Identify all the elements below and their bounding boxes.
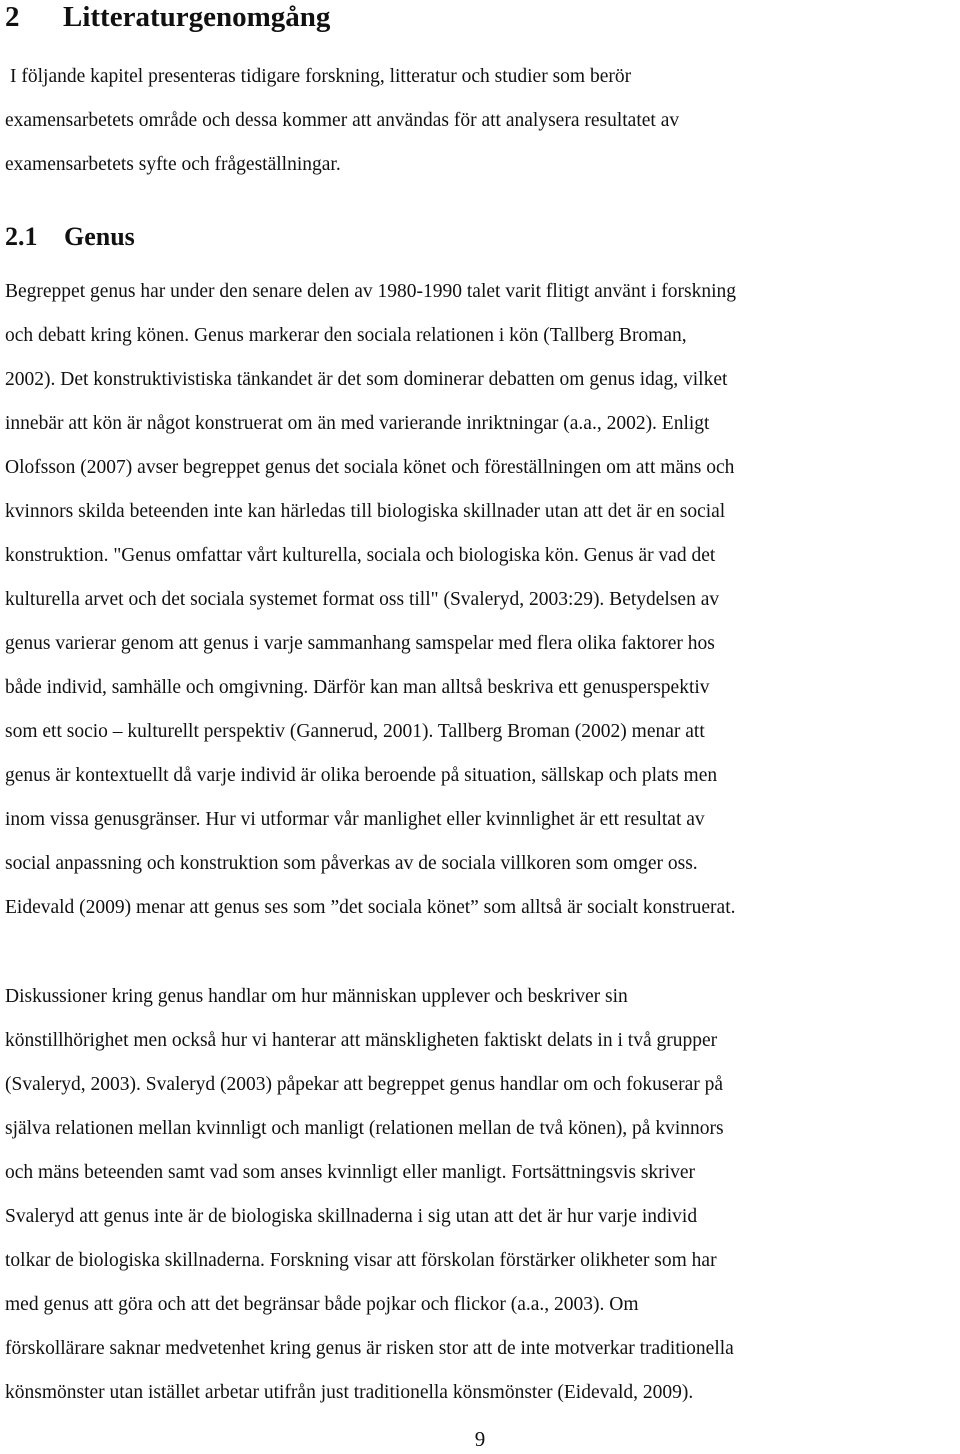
paragraph-line: med genus att göra och att det begränsar både pojkar och flickor (a.a., 2003). Om	[5, 1294, 639, 1315]
section-heading	[5, 222, 135, 252]
paragraph-line: I följande kapitel presenteras tidigare forskning, litteratur och studier som berör	[10, 66, 632, 87]
paragraph-line: tolkar de biologiska skillnaderna. Forskning visar att förskolan förstärker olikheter som har	[5, 1250, 717, 1271]
paragraph-line: och mäns beteenden samt vad som anses kvinnligt eller manligt. Fortsättningsvis skriver	[5, 1162, 695, 1183]
paragraph-line: Diskussioner kring genus handlar om hur människan upplever och beskriver sin	[5, 986, 628, 1007]
paragraph-line: inom vissa genusgränser. Hur vi utformar vår manlighet eller kvinnlighet är ett resultat av	[5, 809, 705, 830]
chapter-number: 2	[5, 1, 20, 33]
paragraph-line: kvinnors skilda beteenden inte kan härledas till biologiska skillnader utan att det är en social	[5, 501, 726, 522]
genus-paragraph	[5, 270, 960, 930]
intro-paragraph	[5, 55, 960, 187]
section-title: Genus	[64, 222, 135, 251]
paragraph-line: Eidevald (2009) menar att genus ses som ”det sociala könet” som alltså är socialt konstruerat.	[5, 897, 736, 918]
paragraph-line: kulturella arvet och det sociala systemet format oss till" (Svaleryd, 2003:29). Betydelsen av	[5, 589, 720, 610]
paragraph-line: innebär att kön är något konstruerat om än med varierande inriktningar (a.a., 2002). Enligt	[5, 413, 710, 434]
paragraph-line: förskollärare saknar medvetenhet kring genus är risken stor att de inte motverkar traditionella	[5, 1338, 734, 1359]
paragraph-line: både individ, samhälle och omgivning. Därför kan man alltså beskriva ett genusperspektiv	[5, 677, 710, 698]
paragraph-line: Olofsson (2007) avser begreppet genus det sociala könet och föreställningen om att mäns och	[5, 457, 735, 478]
paragraph-line: könsmönster utan istället arbetar utifrån just traditionella könsmönster (Eidevald, 2009).	[5, 1382, 694, 1403]
paragraph-line: Begreppet genus har under den senare delen av 1980-1990 talet varit flitigt använt i forskning	[5, 281, 737, 302]
section-number: 2.1	[5, 222, 38, 251]
paragraph-line: själva relationen mellan kvinnligt och manligt (relationen mellan de två könen), på kvinnors	[5, 1118, 724, 1139]
paragraph-line: examensarbetets syfte och frågeställningar.	[5, 154, 341, 175]
paragraph-line: och debatt kring könen. Genus markerar den sociala relationen i kön (Tallberg Broman,	[5, 325, 687, 346]
discussion-paragraph	[5, 975, 960, 1415]
paragraph-line: könstillhörighet men också hur vi hanterar att mänskligheten faktiskt delats in i två grupper	[5, 1030, 718, 1051]
paragraph-line: examensarbetets område och dessa kommer att användas för att analysera resultatet av	[5, 110, 680, 131]
chapter-heading	[5, 0, 330, 34]
paragraph-line: konstruktion. "Genus omfattar vårt kulturella, sociala och biologiska kön. Genus är vad det	[5, 545, 716, 566]
paragraph-line: som ett socio – kulturellt perspektiv (Gannerud, 2001). Tallberg Broman (2002) menar att	[5, 721, 705, 742]
chapter-title: Litteraturgenomgång	[63, 1, 331, 33]
paragraph-line: 2002). Det konstruktivistiska tänkandet är det som dominerar debatten om genus idag, vilket	[5, 369, 728, 390]
paragraph-line: genus är kontextuellt då varje individ är olika beroende på situation, sällskap och plats men	[5, 765, 718, 786]
paragraph-line: Svaleryd att genus inte är de biologiska skillnaderna i sig utan att det är hur varje individ	[5, 1206, 698, 1227]
page-number: 9	[474, 1427, 486, 1451]
paragraph-line: (Svaleryd, 2003). Svaleryd (2003) påpekar att begreppet genus handlar om och fokuserar på	[5, 1074, 724, 1095]
paragraph-line: social anpassning och konstruktion som påverkas av de sociala villkoren som omger oss.	[5, 853, 698, 874]
paragraph-line: genus varierar genom att genus i varje sammanhang samspelar med flera olika faktorer hos	[5, 633, 715, 654]
